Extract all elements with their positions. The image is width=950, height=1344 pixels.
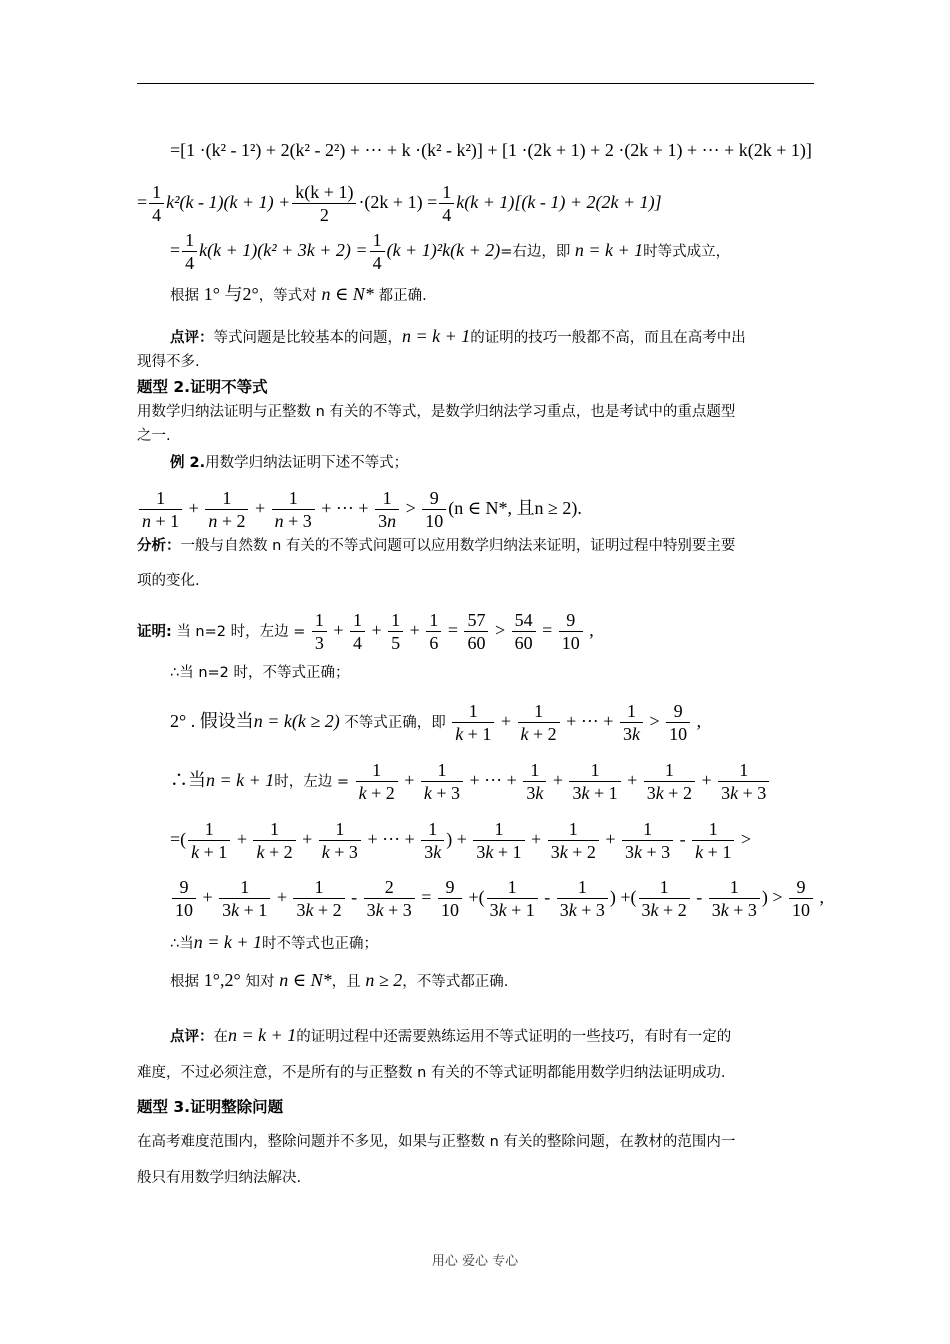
example-2: 例 2.用数学归纳法证明下述不等式；	[170, 455, 409, 471]
section-heading-2: 题型 2.证明不等式	[137, 378, 268, 396]
header-rule	[137, 83, 814, 84]
inductive-step-2: =( $\frac{1}{k + 1}$ + $\frac{1}{k + 2}$ + $\frac{1}{k + 3}$ + ··· + $\frac{1}{3k}$ ) + $\frac{1}{3k + 1}$ + $\frac{1}{3k + 2}$ + $\frac{1}{3k + 3}$ - $\frac{1}{k + 1}$ >	[170, 819, 751, 863]
comment-2-line-1: 点评：在n = k + 1的证明过程中还需要熟练运用不等式证明的一些技巧，有时有一定的	[170, 1025, 732, 1045]
equation-line-2: = $\frac{1}{4}$ k²(k - 1)(k + 1) + $\frac{k(k + 1)}{2}$ ·(2k + 1) = $\frac{1}{4}$ k(k + 1)[(k - 1) + 2(2k + 1)]	[137, 182, 662, 226]
therefore-2: ∴当n = k + 1时不等式也正确；	[170, 932, 379, 952]
fraction: $\frac{1}{4}$	[182, 229, 197, 274]
intro-2-line-2: 之一.	[137, 428, 171, 444]
comment-1-line-2: 现得不多.	[137, 354, 200, 370]
conclusion-1: 根据 1° 与2°，等式对 n ∈ N* 都正确.	[170, 284, 427, 304]
analysis-line-1: 分析：一般与自然数 n 有关的不等式问题可以应用数学归纳法来证明，证明过程中特别要主要	[137, 538, 736, 554]
conclusion-2: 根据 1°,2° 知对 n ∈ N*，且 n ≥ 2，不等式都正确.	[170, 970, 509, 990]
page-footer: 用心 爱心 专心	[431, 1254, 519, 1269]
comment-1-line-1: 点评：等式问题是比较基本的问题，n = k + 1的证明的技巧一般都不高，而且在高考中出	[170, 326, 746, 346]
fraction: $\frac{k(k + 1)}{2}$	[292, 181, 356, 226]
comment-2-line-2: 难度，不过必须注意，不是所有的与正整数 n 有关的不等式证明都能用数学归纳法证明成功.	[137, 1065, 726, 1081]
section-heading-3: 题型 3.证明整除问题	[137, 1098, 284, 1116]
intro-3-line-2: 般只有用数学归纳法解决.	[137, 1170, 302, 1186]
fraction: $\frac{1}{4}$	[149, 181, 164, 226]
fraction: $\frac{1}{4}$	[439, 181, 454, 226]
equation-line-1: =[1 ·(k² - 1²) + 2(k² - 2²) + ··· + k ·(k² - k²)] + [1 ·(2k + 1) + 2 ·(2k + 1) + ··· + k(2k + 1)]	[170, 140, 812, 160]
equation-line-3: = $\frac{1}{4}$ k(k + 1)(k² + 3k + 2) = $\frac{1}{4}$ (k + 1)²k(k + 2)=右边，即 n = k + 1时等式成立，	[170, 230, 731, 274]
inductive-step-3: $\frac{9}{10}$ + $\frac{1}{3k + 1}$ + $\frac{1}{3k + 2}$ - $\frac{2}{3k + 3}$ = $\frac{9}{10}$ +( $\frac{1}{3k + 1}$ - $\frac{1}{3k + 3}$ ) +( $\frac{1}{3k + 2}$ - $\frac{1}{3k + 3}$ ) > $\frac{9}{10}$ ,	[170, 872, 824, 922]
proof-base-case: 证明: 当 n=2 时，左边 = $\frac{1}{3}$ + $\frac{1}{4}$ + $\frac{1}{5}$ + $\frac{1}{6}$ = $\frac{57}{60}$ > $\frac{54}{60}$ = $\frac{9}{10}$ ,	[137, 610, 594, 654]
fraction: $\frac{1}{4}$	[370, 229, 385, 274]
analysis-line-2: 项的变化.	[137, 573, 200, 589]
therefore-1: ∴当 n=2 时，不等式正确；	[170, 665, 350, 681]
inductive-hypothesis: 2° . 假设当n = k(k ≥ 2) 不等式正确，即 $\frac{1}{k + 1}$ + $\frac{1}{k + 2}$ + ··· + $\frac{1}{3k}$ > $\frac{9}{10}$ ,	[170, 701, 702, 745]
intro-2-line-1: 用数学归纳法证明与正整数 n 有关的不等式，是数学归纳法学习重点，也是考试中的重点题型	[137, 404, 736, 420]
inductive-step-1: ∴当n = k + 1时，左边 = $\frac{1}{k + 2}$ + $\frac{1}{k + 3}$ + ··· + $\frac{1}{3k}$ + $\frac{1}{3k + 1}$ + $\frac{1}{3k + 2}$ + $\frac{1}{3k + 3}$	[170, 755, 771, 807]
intro-3-line-1: 在高考难度范围内，整除问题并不多见，如果与正整数 n 有关的整除问题，在教材的范围内一	[137, 1134, 736, 1150]
inequality-statement: $\frac{1}{n + 1}$ + $\frac{1}{n + 2}$ + $\frac{1}{n + 3}$ + ··· + $\frac{1}{3n}$ > $\frac{9}{10}$ (n ∈ N*, 且n ≥ 2).	[137, 483, 582, 533]
